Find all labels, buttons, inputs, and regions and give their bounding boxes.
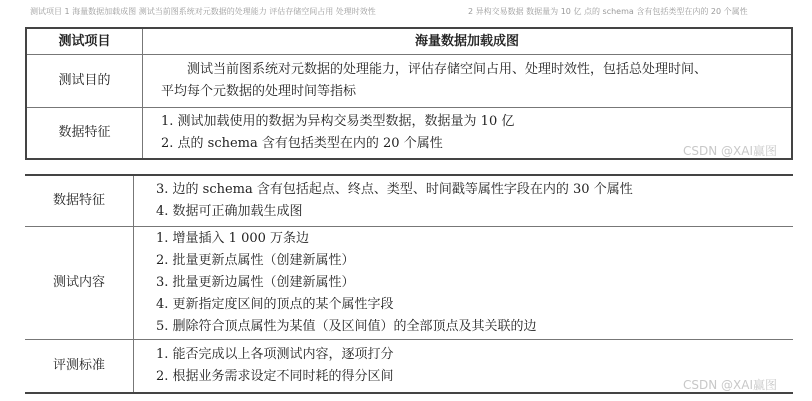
list-item: 4. 更新指定度区间的顶点的某个属性字段 <box>156 297 394 312</box>
header-test-item: 测试项目 <box>26 28 143 55</box>
row-test-content <box>25 227 793 340</box>
label-test-purpose: 测试目的 <box>26 55 143 108</box>
list-item: 1. 增量插入 1 000 万条边 <box>156 231 310 246</box>
value-data-features-continued <box>134 175 794 227</box>
header-test-title: 海量数据加载成图 <box>143 28 793 55</box>
row-evaluation-criteria <box>25 340 793 394</box>
cropped-text-left: 测试项目 1 海量数据加载成图 测试当前图系统对元数据的处理能力 评估存储空间占用 处理时效性 <box>30 7 376 16</box>
list-item: 3. 批量更新边属性（创建新属性） <box>156 275 355 290</box>
list-item: 2. 根据业务需求设定不同时耗的得分区间 <box>156 369 394 384</box>
list-item: 4. 数据可正确加载生成图 <box>156 204 303 219</box>
label-data-features: 数据特征 <box>26 108 143 160</box>
label-test-content: 测试内容 <box>25 227 134 340</box>
list-item: 1. 能否完成以上各项测试内容，逐项打分 <box>156 347 394 362</box>
list-item: 5. 删除符合顶点属性为某值（及区间值）的全部顶点及其关联的边 <box>156 319 537 334</box>
list-item: 1. 测试加载使用的数据为异构交易类型数据，数据量为 10 亿 <box>161 114 515 129</box>
purpose-line-2: 平均每个元数据的处理时间等指标 <box>161 84 357 99</box>
row-data-features-continued <box>25 175 793 227</box>
watermark-text: CSDN @XAI赢图 <box>683 378 777 392</box>
test-spec-table-part1 <box>25 27 793 160</box>
watermark-text: CSDN @XAI赢图 <box>683 144 777 158</box>
row-test-purpose <box>26 55 792 108</box>
cropped-top-text-strip <box>0 0 812 20</box>
value-test-content <box>134 227 794 340</box>
list-item: 2. 点的 schema 含有包括类型在内的 20 个属性 <box>161 136 443 151</box>
list-item: 2. 批量更新点属性（创建新属性） <box>156 253 355 268</box>
cropped-text-right: 2 异构交易数据 数据量为 10 亿 点的 schema 含有包括类型在内的 20 个属性 <box>468 7 748 16</box>
value-test-purpose <box>143 55 793 108</box>
row-data-features <box>26 108 792 160</box>
label-evaluation-criteria: 评测标准 <box>25 340 134 394</box>
list-item: 3. 边的 schema 含有包括起点、终点、类型、时间戳等属性字段在内的 30 个属性 <box>156 182 633 197</box>
table-header-row <box>26 28 792 55</box>
test-spec-table-part2 <box>25 174 793 394</box>
label-data-features: 数据特征 <box>25 175 134 227</box>
purpose-line-1: 测试当前图系统对元数据的处理能力，评估存储空间占用、处理时效性，包括总处理时间、 <box>187 62 708 77</box>
